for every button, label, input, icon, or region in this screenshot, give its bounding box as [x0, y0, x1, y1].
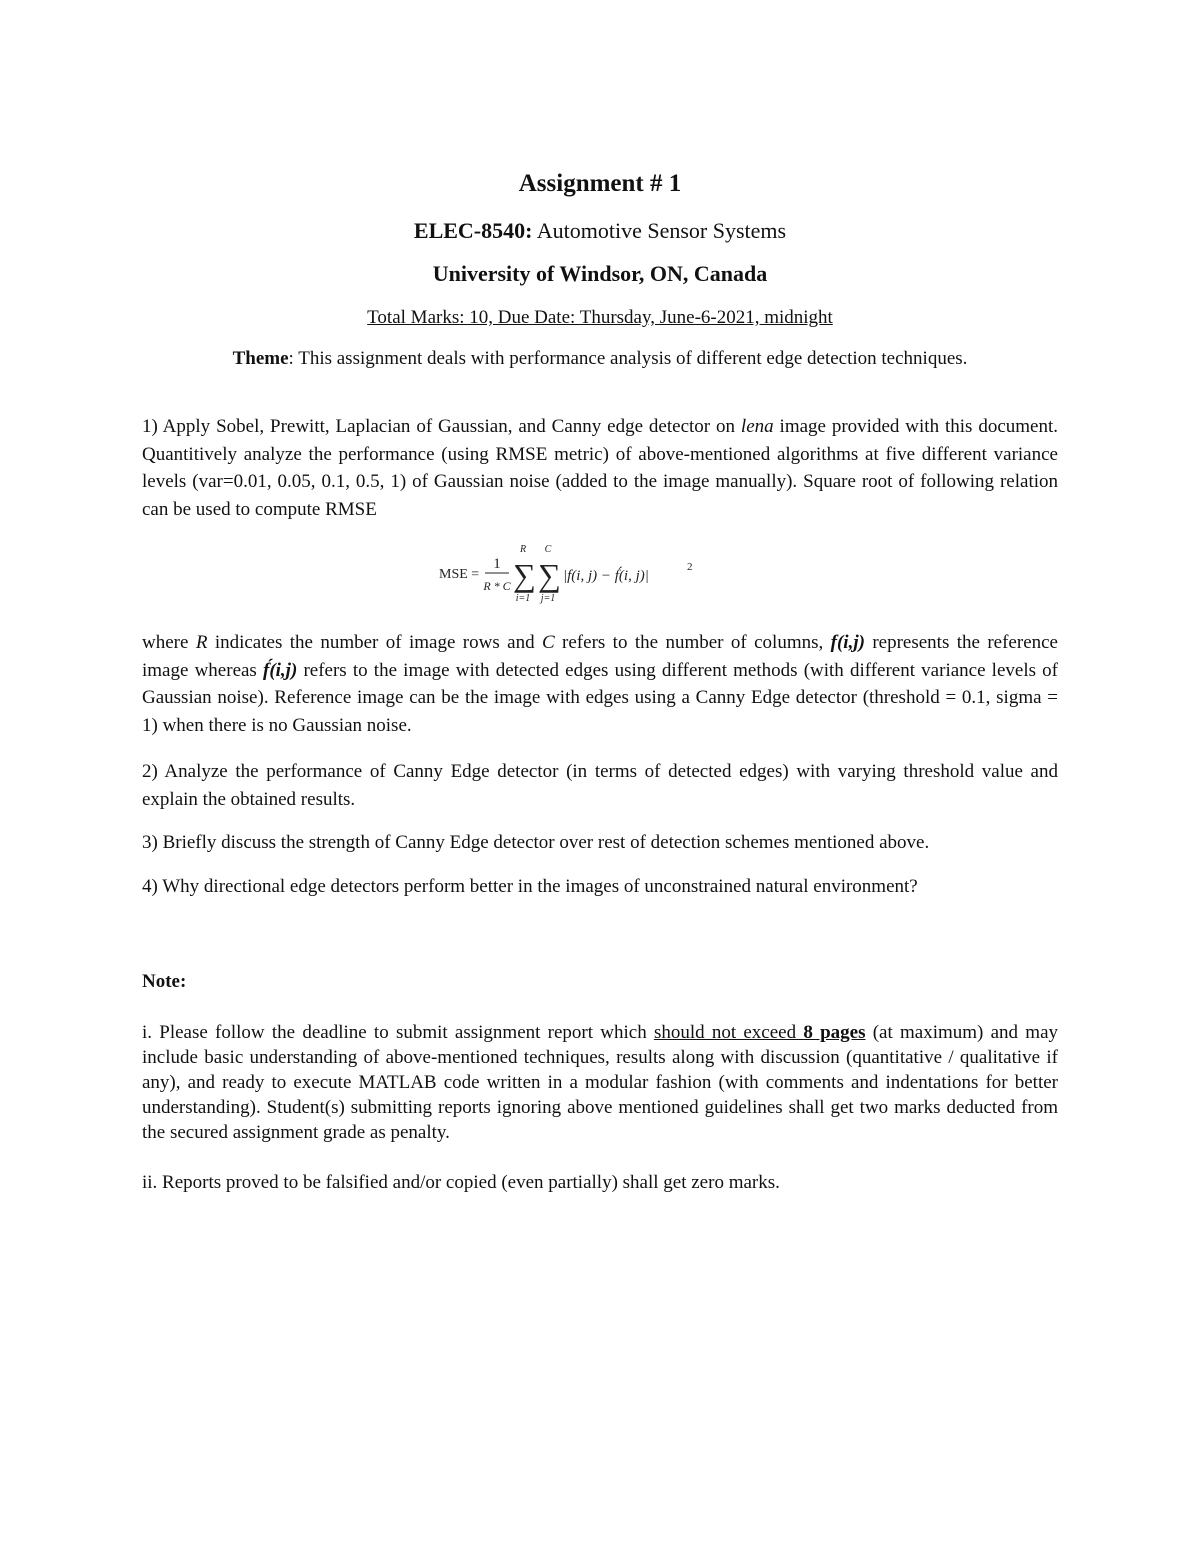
sum2-upper: C — [544, 544, 552, 555]
marks-due-line: Total Marks: 10, Due Date: Thursday, June-6-2021, midnight — [367, 307, 833, 328]
question-1-explanation — [142, 629, 1058, 739]
course-name: Automotive Sensor Systems — [536, 218, 787, 243]
var-fij: f(i,j) — [830, 632, 865, 653]
question-3: 3) Briefly discuss the strength of Canny Edge detector over rest of detection schemes mentioned above. — [142, 832, 930, 853]
mse-formula — [435, 540, 715, 604]
q1-text-a: 1) Apply Sobel, Prewitt, Laplacian of Gaussian, and Canny edge detector on — [142, 416, 741, 437]
formula-numerator: 1 — [493, 556, 501, 572]
note-heading: Note: — [142, 971, 187, 992]
formula-exponent: 2 — [687, 561, 693, 573]
q1-text-b: image provided with this document. Quantitively analyze the performance (using RMSE metric) of above-mentioned algorithms at five different variance levels (var=0.01, 0.05, 0.1, 0.5, 1) of Gaussian noise (added to the image manually). Square root of following relation can be used to compute RMSE — [142, 416, 1058, 520]
sum2-lower: j=1 — [540, 593, 556, 604]
theme-line — [0, 348, 1200, 370]
var-R: R — [195, 632, 208, 653]
q1b-text-2: indicates the number of image rows and — [207, 632, 542, 653]
page-title: Assignment # 1 — [518, 170, 682, 197]
sum1-lower: i=1 — [515, 593, 531, 604]
q1b-text-5: refers to the image with detected edges using different methods (with different variance levels of Gaussian noise). Reference image can be the image with edges using a Canny Edge detector (threshold = 0.1, sigma = 1) when there is no Gaussian noise. — [142, 659, 1058, 736]
sum-symbol-1: ∑ — [513, 557, 536, 593]
question-4: 4) Why directional edge detectors perform better in the images of unconstrained natural environment? — [142, 876, 918, 897]
var-C: C — [541, 632, 555, 653]
note-i — [142, 1020, 1058, 1145]
var-fhat: f́(i,j) — [263, 659, 298, 681]
q1b-text-4: represents the reference image whereas — [142, 632, 1058, 681]
sum1-upper: R — [519, 544, 527, 555]
note-i-text-a: i. Please follow the deadline to submit assignment report which — [142, 1022, 654, 1043]
course-code: ELEC-8540: — [413, 218, 533, 243]
note-i-text-b: (at maximum) and may include basic understanding of above-mentioned techniques, results along with discussion (quantitative / qualitative if any), and ready to execute MATLAB code written in a modular fashion (with comments and indentations for better understanding). Student(s) submitting reports ignoring above mentioned guidelines shall get two marks deducted from the secured assignment grade as penalty. — [142, 1022, 1058, 1143]
sum-symbol-2: ∑ — [538, 557, 561, 593]
note-i-page-limit: 8 pages — [803, 1022, 866, 1043]
course-line — [0, 218, 1200, 244]
note-i-underline: should not exceed — [653, 1022, 804, 1043]
theme-label: Theme — [232, 348, 289, 369]
question-2: 2) Analyze the performance of Canny Edge detector (in terms of detected edges) with varying threshold value and explain the obtained results. — [142, 761, 1058, 810]
university-line: University of Windsor, ON, Canada — [432, 261, 768, 286]
formula-lhs: MSE = — [439, 567, 480, 582]
formula-body: |f(i, j) − f́(i, j)| — [563, 568, 649, 584]
theme-text: : This assignment deals with performance analysis of different edge detection techniques. — [288, 348, 968, 369]
note-ii: ii. Reports proved to be falsified and/or copied (even partially) shall get zero marks. — [142, 1172, 780, 1193]
q1b-text-3: refers to the number of columns, — [554, 632, 831, 653]
question-1 — [142, 413, 1058, 523]
q1b-text-1: where — [142, 632, 196, 653]
formula-denominator: R * C — [483, 579, 511, 593]
q1-lena: lena — [740, 416, 774, 437]
